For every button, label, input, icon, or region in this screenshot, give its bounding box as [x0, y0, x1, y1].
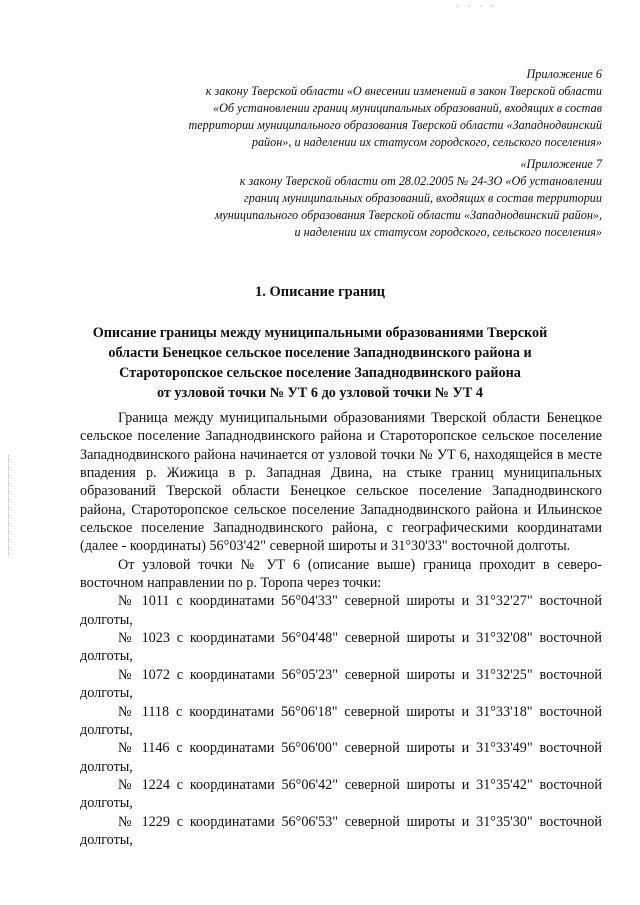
subtitle-line: Описание границы между муниципальными образованиями Тверской	[92, 325, 548, 341]
body-paragraph: От узловой точки № УТ 6 (описание выше) граница проходит в северо-восточном направлении по р. Торопа через точки:	[80, 556, 602, 592]
coordinate-point: № 1224 с координатами 56°06'42" северной широты и 31°35'42" восточной долготы,	[80, 776, 602, 812]
section-title: 1. Описание границ	[254, 284, 386, 300]
header-line: район», и наделении их статусом городского, сельского поселения»	[251, 135, 602, 149]
subtitle-line: от узловой точки № УТ 6 до узловой точки № УТ 4	[157, 385, 483, 401]
appendix-6-header	[122, 66, 602, 151]
header-line: «Приложение 7	[520, 157, 602, 171]
header-line: и наделении их статусом городского, сельского поселения»	[294, 225, 602, 239]
coordinate-point: № 1146 с координатами 56°06'00" северной широты и 31°33'49" восточной долготы,	[80, 740, 602, 775]
coordinate-point: № 1229 с координатами 56°06'53" северной широты и 31°35'30" восточной долготы,	[80, 813, 602, 848]
coordinate-point: № 1011 с координатами 56°04'33" северной широты и 31°32'27" восточной долготы,	[80, 593, 602, 628]
document-body	[80, 409, 602, 849]
coordinate-point: № 1072 с координатами 56°05'23" северной широты и 31°32'25" восточной долготы,	[80, 666, 602, 702]
subtitle-line: области Бенецкое сельское поселение Западнодвинского района и	[108, 345, 532, 361]
boundary-subtitle	[0, 323, 640, 403]
header-line: муниципального образования Тверской области «Западнодвинский район»,	[214, 208, 602, 222]
header-line: территории муниципального образования Тверской области «Западнодвинский	[188, 118, 602, 132]
coordinate-point: № 1118 с координатами 56°06'18" северной широты и 31°33'18" восточной долготы,	[80, 703, 602, 738]
coordinate-point: № 1023 с координатами 56°04'48" северной широты и 31°32'08" восточной долготы,	[80, 630, 602, 665]
scan-artifact: · · · ·	[456, 2, 498, 12]
header-line: «Об установлении границ муниципальных образований, входящих в состав	[213, 101, 602, 115]
header-line: к закону Тверской области «О внесении изменений в закон Тверской области	[205, 84, 602, 98]
header-line: Приложение 6	[526, 67, 602, 81]
appendix-7-header	[162, 156, 602, 241]
subtitle-line: Староторопское сельское поселение Западнодвинского района	[119, 365, 521, 381]
scan-margin-marks	[8, 455, 10, 555]
body-paragraph: Граница между муниципальными образованиями Тверской области Бенецкое сельское поселение Западнодвинского района и Староторопское сельское поселение Западнодвинского района начинается от узловой точки № УТ 6, находящейся в месте впадения р. Жижица в р. Западная Двина, на стыке границ муниципальных образований Тверской области Бенецкое сельское поселение Западнодвинского района, Староторопское сельское поселение Западнодвинского района и Ильинское сельское поселение Западнодвинского района, с географическими координатами (далее - координаты) 56°03'42" северной широты и 31°30'33" восточной долготы.	[80, 410, 602, 555]
header-line: границ муниципальных образований, входящих в состав территории	[243, 191, 602, 205]
header-line: к закону Тверской области от 28.02.2005 № 24-ЗО «Об установлении	[239, 174, 602, 188]
